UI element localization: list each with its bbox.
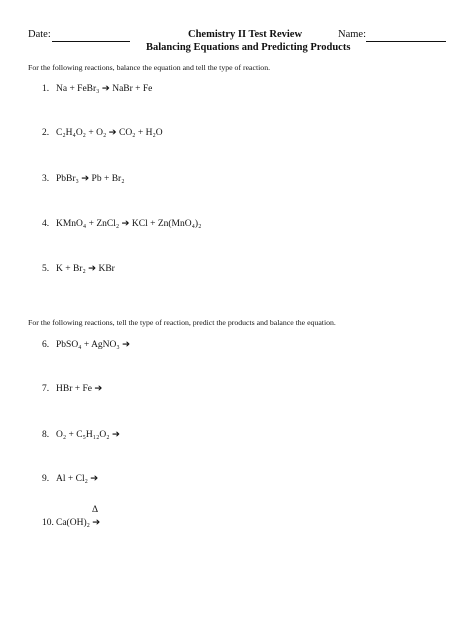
date-label: Date: bbox=[28, 29, 51, 40]
section2-instruction: For the following reactions, tell the type of reaction, predict the products and balance the equation. bbox=[28, 318, 336, 327]
question-number: 5. bbox=[42, 264, 50, 274]
question-equation: C₂H₄O₂ + O₂ ➔ CO₂ + H₂O bbox=[56, 128, 163, 138]
question-number: 6. bbox=[42, 340, 50, 350]
question-number: 3. bbox=[42, 174, 50, 184]
question-equation: Al + Cl₂ ➔ bbox=[56, 474, 99, 484]
question-number: 4. bbox=[42, 219, 50, 229]
question-number: 1. bbox=[42, 84, 50, 94]
page-title: Chemistry II Test Review bbox=[188, 29, 303, 40]
question-6 bbox=[42, 339, 130, 350]
question-number: 9. bbox=[42, 474, 50, 484]
name-label: Name: bbox=[338, 29, 366, 40]
name-blank-line[interactable] bbox=[366, 41, 446, 42]
question-2 bbox=[42, 127, 163, 138]
date-blank-line[interactable] bbox=[52, 41, 130, 42]
question-3 bbox=[42, 173, 125, 184]
section1-instruction: For the following reactions, balance the equation and tell the type of reaction. bbox=[28, 63, 271, 72]
question-equation: PbSO₄ + AgNO₃ ➔ bbox=[56, 340, 131, 350]
question-equation: PbBr₃ ➔ Pb + Br₂ bbox=[56, 174, 125, 184]
question-number: 7. bbox=[42, 384, 50, 394]
question-9 bbox=[42, 473, 98, 484]
question-equation: KMnO₄ + ZnCl₂ ➔ KCl + Zn(MnO₄)₂ bbox=[56, 219, 202, 229]
question-4 bbox=[42, 218, 201, 229]
question-number: 10. bbox=[42, 518, 54, 528]
question-equation: Ca(OH)₂ ➔ bbox=[56, 518, 101, 528]
question-7 bbox=[42, 383, 102, 394]
question-8 bbox=[42, 429, 120, 440]
question-5 bbox=[42, 263, 115, 274]
question-10 bbox=[42, 517, 100, 528]
question-number: 2. bbox=[42, 128, 50, 138]
question-equation: HBr + Fe ➔ bbox=[56, 384, 103, 394]
question-equation: Na + FeBr₃ ➔ NaBr + Fe bbox=[56, 84, 153, 94]
page-subtitle: Balancing Equations and Predicting Products bbox=[146, 42, 351, 53]
question-number: 8. bbox=[42, 430, 50, 440]
question-1 bbox=[42, 83, 152, 94]
heat-delta-symbol: Δ bbox=[92, 505, 99, 515]
question-equation: K + Br₂ ➔ KBr bbox=[56, 264, 115, 274]
question-equation: O₂ + C₅H₁₂O₂ ➔ bbox=[56, 430, 120, 440]
